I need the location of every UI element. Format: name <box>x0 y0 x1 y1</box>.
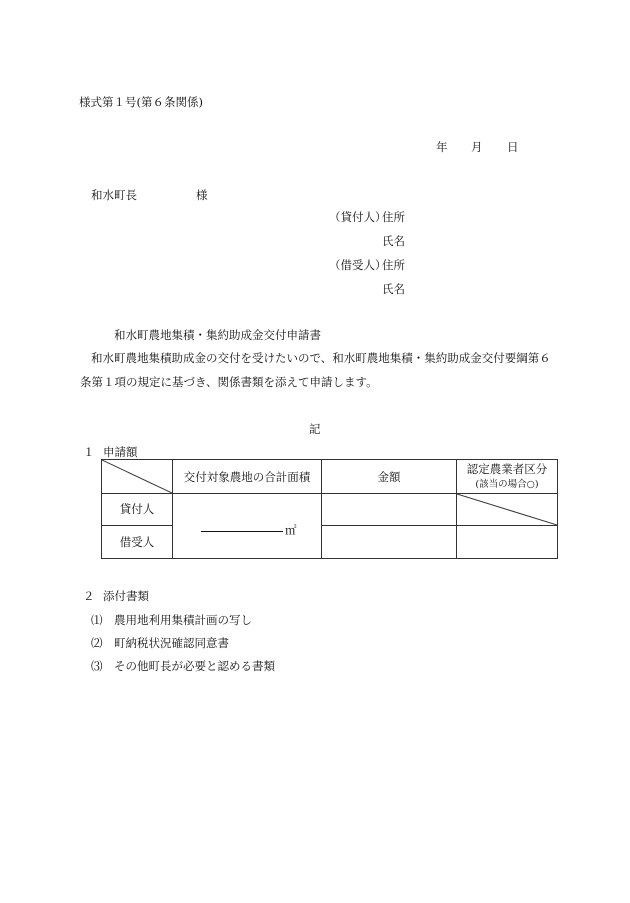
section1-number: １ <box>83 445 95 459</box>
area-fill-line <box>201 531 283 532</box>
lender-address-label: 住所 <box>382 210 405 224</box>
header-area: 交付対象農地の合計面積 <box>173 460 322 494</box>
area-unit: ㎡ <box>285 523 297 537</box>
diagonal-line <box>102 460 172 493</box>
date-month: 月 <box>471 140 483 154</box>
header-category-label: 認定農業者区分 <box>466 461 548 476</box>
lender-name-label: 氏名 <box>382 234 405 248</box>
attachment-3-text: その他町長が必要と認める書類 <box>114 659 275 673</box>
lender-amount-cell[interactable] <box>322 494 457 526</box>
row-borrower-label: 借受人 <box>102 525 173 558</box>
corner-diagonal-cell <box>102 460 173 494</box>
row-lender-label: 貸付人 <box>102 494 173 526</box>
borrower-amount-cell[interactable] <box>322 525 457 558</box>
lender-category-cell <box>457 494 558 526</box>
section2-title: 添付書類 <box>103 589 149 603</box>
date-day: 日 <box>507 140 519 154</box>
attachment-1-num: ⑴ <box>91 613 103 627</box>
body-line-1: 和水町農地集積助成金の交付を受けたいので、和水町農地集積・集約助成金交付要綱第６ <box>91 351 551 365</box>
form-number: 様式第１号(第６条関係) <box>79 95 203 109</box>
addressee-honorific: 様 <box>196 188 208 202</box>
lender-label: （貸付人） <box>329 210 387 224</box>
ki-heading: 記 <box>309 422 321 436</box>
attachment-3-num: ⑶ <box>91 659 103 673</box>
date-year: 年 <box>436 140 448 154</box>
header-category <box>457 460 558 494</box>
section1-title: 申請額 <box>103 445 138 459</box>
attachment-1-text: 農用地利用集積計画の写し <box>114 613 252 627</box>
borrower-label: （借受人） <box>329 258 387 272</box>
borrower-category-cell[interactable] <box>457 525 558 558</box>
addressee-name: 和水町長 <box>91 188 137 202</box>
body-line-2: 条第１項の規定に基づき、関係書類を添えて申請します。 <box>80 375 378 389</box>
attachment-2-num: ⑵ <box>91 636 103 650</box>
application-amount-table <box>101 459 558 559</box>
borrower-name-label: 氏名 <box>382 282 405 296</box>
borrower-address-label: 住所 <box>382 258 405 272</box>
header-amount: 金額 <box>322 460 457 494</box>
header-category-note: (該当の場合○) <box>475 478 539 490</box>
section2-number: ２ <box>83 589 95 603</box>
attachment-2-text: 町納税状況確認同意書 <box>114 636 229 650</box>
category-diagonal-line <box>457 494 557 525</box>
document-title: 和水町農地集積・集約助成金交付申請書 <box>114 328 321 342</box>
area-cell[interactable] <box>173 494 322 559</box>
